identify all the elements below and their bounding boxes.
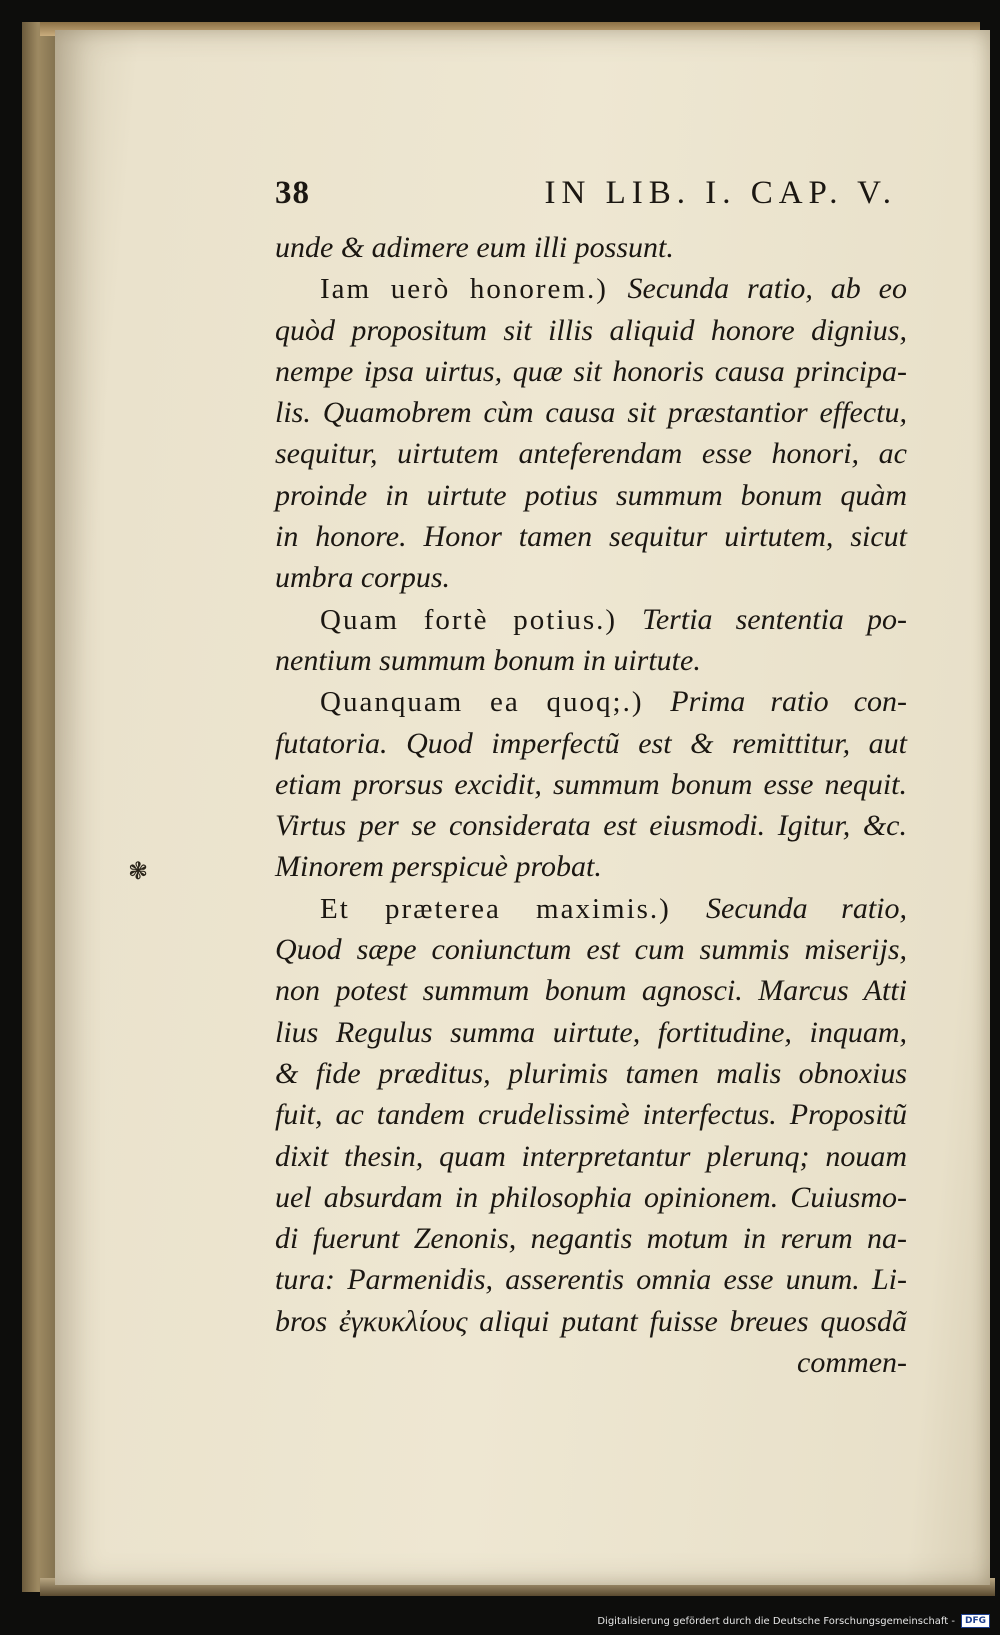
line-text: Virtus per se considerata est eiusmodi. Igitur, &c.: [275, 809, 907, 843]
line-text: quòd propositum sit illis aliquid honore dignius,: [275, 313, 907, 347]
text-line: [275, 764, 907, 805]
text-line: [275, 640, 907, 681]
text-line: [275, 310, 907, 351]
text-line: [275, 433, 907, 474]
line-text: uel absurdam in philosophia opinionem. Cuiusmo-: [275, 1180, 907, 1214]
line-text: lius Regulus summa uirtute, fortitudine, inquam,: [275, 1015, 907, 1049]
text-line: [275, 268, 907, 309]
text-line: [275, 970, 907, 1011]
text-line: [275, 351, 907, 392]
line-text: Tertia sententia po-: [641, 602, 907, 636]
digitization-footer: [597, 1614, 990, 1628]
text-line: [275, 557, 907, 598]
line-text: proinde in uirtute potius summum bonum quàm: [275, 478, 907, 512]
text-line: [275, 1053, 907, 1094]
text-line: [275, 1136, 907, 1177]
page-header: [275, 175, 907, 227]
text-lines: [275, 227, 907, 1383]
line-text: nempe ipsa uirtus, quæ sit honoris causa principa-: [275, 354, 907, 388]
line-text: dixit thesin, quam interpretantur plerunq; nouam: [275, 1139, 907, 1173]
text-line: [275, 1259, 907, 1300]
page-number: 38: [275, 175, 310, 211]
text-line: [275, 1177, 907, 1218]
text-line: [275, 516, 907, 557]
line-text: Secunda ratio,: [706, 891, 907, 925]
line-text: non potest summum bonum agnosci. Marcus Atti: [275, 974, 907, 1008]
line-text: unde & adimere eum illi possunt.: [275, 231, 674, 264]
line-text: Quod sæpe coniunctum est cum summis miserijs,: [275, 933, 907, 967]
text-line: [275, 227, 907, 268]
text-line: [275, 723, 907, 764]
line-text: sequitur, uirtutem anteferendam esse honori, ac: [275, 437, 907, 471]
text-line: [275, 888, 907, 929]
text-line: [275, 392, 907, 433]
footer-credit: Digitalisierung gefördert durch die Deutsche Forschungsgemeinschaft -: [597, 1615, 955, 1627]
text-line: [275, 681, 907, 722]
page-text: [275, 175, 907, 1383]
text-line: [275, 1218, 907, 1259]
fleuron-ornament-icon: ❃: [128, 857, 149, 885]
running-title: IN LIB. I. CAP. V.: [544, 175, 897, 211]
line-text: Prima ratio con-: [670, 685, 908, 719]
commentary-lemma: Quanquam ea quoq;.): [320, 686, 671, 719]
line-text: futatoria. Quod imperfectũ est & remittitur, aut: [275, 726, 907, 760]
text-line: [275, 1012, 907, 1053]
line-text: in honore. Honor tamen sequitur uirtutem, sicut: [275, 520, 907, 554]
text-line: [275, 1342, 907, 1383]
line-text: fuit, ac tandem crudelissimè interfectus. Propositũ: [275, 1098, 907, 1132]
line-text: bros ἐγκυκλίους aliqui putant fuisse breues quosdã: [275, 1304, 907, 1338]
line-text: commen-: [797, 1346, 907, 1380]
line-text: Secunda ratio, ab eo: [627, 272, 907, 306]
line-text: Minorem perspicuè probat.: [275, 850, 602, 884]
line-text: di fuerunt Zenonis, negantis motum in rerum na-: [275, 1222, 907, 1256]
text-line: [275, 929, 907, 970]
line-text: & fide præditus, plurimis tamen malis obnoxius: [275, 1056, 907, 1090]
line-text: tura: Parmenidis, asserentis omnia esse unum. Li-: [275, 1263, 907, 1297]
line-text: nentium summum bonum in uirtute.: [275, 643, 701, 677]
text-line: [275, 475, 907, 516]
text-line: [275, 846, 907, 887]
text-line: [275, 599, 907, 640]
dfg-logo: DFG: [961, 1614, 990, 1628]
text-line: [275, 1301, 907, 1342]
line-text: lis. Quamobrem cùm causa sit præstantior effectu,: [275, 396, 907, 430]
text-line: [275, 1094, 907, 1135]
line-text: umbra corpus.: [275, 561, 451, 595]
line-text: etiam prorsus excidit, summum bonum esse nequit.: [275, 767, 907, 801]
commentary-lemma: Quam fortè potius.): [320, 603, 642, 636]
commentary-lemma: Iam uerò honorem.): [320, 273, 628, 306]
commentary-lemma: Et præterea maximis.): [320, 892, 707, 925]
text-line: [275, 805, 907, 846]
